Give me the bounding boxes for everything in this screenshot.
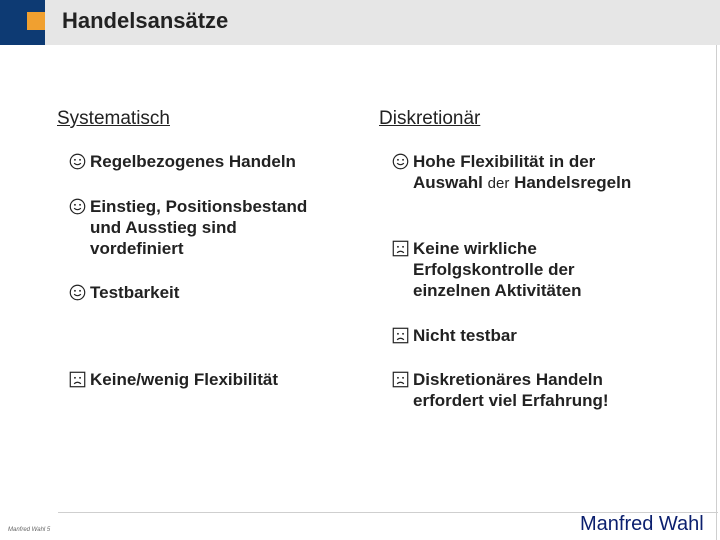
left-item-3-text: Testbarkeit (90, 283, 180, 302)
logo-orange-square (27, 12, 45, 30)
smiley-icon (69, 153, 86, 170)
left-item-3 (69, 282, 179, 303)
smiley-icon (69, 198, 86, 215)
left-item-2-line-2: und Ausstieg sind (90, 218, 237, 237)
right-item-1-line-2 (392, 172, 631, 194)
right-item-1-word-der: der (487, 175, 510, 192)
right-item-1-word-auswahl: Auswahl (413, 173, 483, 192)
smiley-icon (69, 284, 86, 301)
footer-author-name: Manfred Wahl (580, 513, 704, 535)
slide-title: Handelsansätze (62, 8, 229, 33)
header-bar (0, 0, 720, 45)
frowny-icon (392, 327, 409, 344)
frame-line-right (716, 45, 717, 540)
left-item-2-line-3: vordefiniert (90, 239, 184, 258)
heading-systematisch: Systematisch (57, 108, 170, 129)
right-item-2-line-2: Erfolgskontrolle der (413, 260, 575, 279)
right-item-1-line-1: Hohe Flexibilität in der (413, 152, 596, 171)
heading-diskretionaer: Diskretionär (379, 108, 481, 129)
right-item-4 (392, 369, 609, 411)
right-item-2-line-1: Keine wirkliche (413, 239, 537, 258)
frowny-icon (69, 371, 86, 388)
right-item-2 (392, 238, 581, 301)
left-item-4-text: Keine/wenig Flexibilität (90, 370, 278, 389)
right-item-3-text: Nicht testbar (413, 326, 517, 345)
smiley-icon (392, 153, 409, 170)
right-item-1-word-handelsregeln: Handelsregeln (514, 173, 632, 192)
left-item-2 (69, 196, 307, 259)
right-item-2-line-3: einzelnen Aktivitäten (413, 281, 582, 300)
left-item-1 (69, 151, 296, 172)
left-item-2-line-1: Einstieg, Positionsbestand (90, 197, 308, 216)
right-item-4-line-1: Diskretionäres Handeln (413, 370, 603, 389)
frowny-icon (392, 240, 409, 257)
right-item-1 (392, 151, 631, 194)
left-item-1-text: Regelbezogenes Handeln (90, 152, 296, 171)
footer-author-page: Manfred Wahl 5 (8, 527, 51, 533)
right-item-4-line-2: erfordert viel Erfahrung! (413, 391, 609, 410)
right-item-3 (392, 325, 517, 346)
left-item-4 (69, 369, 278, 390)
frowny-icon (392, 371, 409, 388)
